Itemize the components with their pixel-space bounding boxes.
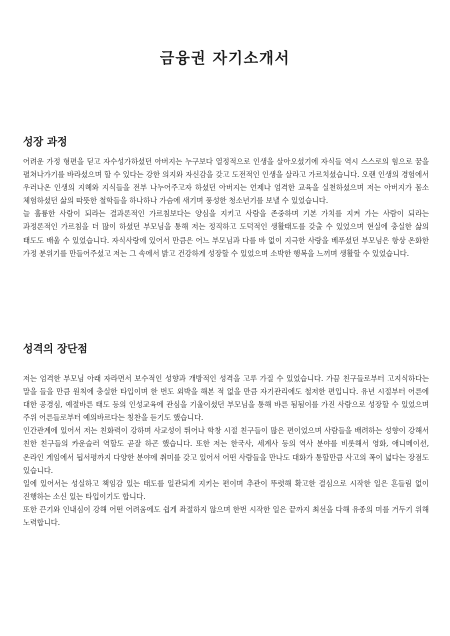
section-body-personality	[23, 372, 429, 529]
paragraph: 늘 훌륭한 사람이 되라는 결과론적인 가르침보다는 양심을 지키고 사람을 존중하며 기본 가치를 지켜 가는 사람이 되라는 과정론적인 가르침을 더 많이 하셨던 부모님을 통해 저는 정직하고 도덕적인 생활태도를 갖출 수 있었으며 현실에 충실한 삶의 태도도 배울 수 있었습니다. 자식사랑에 있어서 만큼은 어느 부모님과 다를 바 없이 지극한 사랑을 베푸셨던 부모님은 항상 온화한 가정 분위기를 만들어주셨고 저는 그 속에서 밝고 건강하게 성장할 수 있었으며 소박한 행복을 느끼며 생활할 수 있었습니다.	[23, 209, 429, 258]
paragraph: 저는 엄격한 부모님 아래 자라면서 보수적인 성향과 개방적인 성격을 고루 가질 수 있었습니다. 가끔 친구들로부터 고지식하다는 말을 들을 만큼 원칙에 충실한 타입이며 한 번도 외박을 해본 적 없을 만큼 자기관리에도 철저한 편입니다. 유년 시절부터 어른에 대한 공경심, 예절바른 태도 등의 인성교육에 관심을 기울이셨던 부모님을 통해 바른 됨됨이를 가진 사람으로 성장할 수 있었으며 주위 어른들로부터 예의바르다는 칭찬을 듣기도 했습니다.	[23, 374, 429, 423]
paragraph: 또한 끈기와 인내심이 강해 어떤 어려움에도 쉽게 좌절하지 않으며 한번 시작한 일은 끝까지 최선을 다해 유종의 미를 거두기 위해 노력합니다.	[23, 504, 429, 528]
paragraph: 인간관계에 있어서 저는 친화력이 강하며 사교성이 뛰어나 학창 시절 친구들이 많은 편이었으며 사람들을 배려하는 성향이 강해서 친한 친구들의 카운슬러 역할도 곧잘 하곤 했습니다. 또한 저는 한국사, 세계사 등의 역사 분야를 비롯해서 영화, 애니메이션, 온라인 게임에서 됩서평까지 다양한 분야에 취미를 갖고 있어서 어떤 사람들을 만나도 대화가 통할만큼 사고의 폭이 넓다는 장점도 있습니다.	[23, 426, 429, 475]
paragraph: 일에 있어서는 성실하고 책임감 있는 태도를 일관되게 지키는 편이며 추관이 뚜렷해 확고한 결심으로 시작한 일은 흔들림 없이 진행하는 소신 있는 타입이기도 합니다.	[23, 478, 429, 501]
document-title: 금융권 자기소개서	[159, 49, 291, 67]
paragraph: 어려운 가정 형편을 딛고 자수성가하셨던 아버지는 누구보다 열정적으로 인생을 살아오셨기에 자식들 역시 스스로의 힘으로 꿈을 펼쳐나가기를 바라셨으며 할 수 있다는 강한 의지와 자신감을 갖고 도전적인 인생을 살라고 가르치셨습니다. 오랜 인생의 경험에서 우러나온 인생의 지혜와 지식들을 전부 나누어주고자 하셨던 아버지는 언제나 엄격한 교육을 실천하셨으며 저는 아버지가 몸소 체험하셨던 삶의 따뜻한 철학들을 하나하나 가슴에 새기며 풍성한 청소년기를 보낼 수 있었습니다.	[23, 157, 429, 206]
section-heading-growth: 성장 과정	[23, 136, 68, 148]
section-heading-personality: 성격의 장단점	[23, 343, 88, 355]
section-body-growth	[23, 155, 429, 260]
